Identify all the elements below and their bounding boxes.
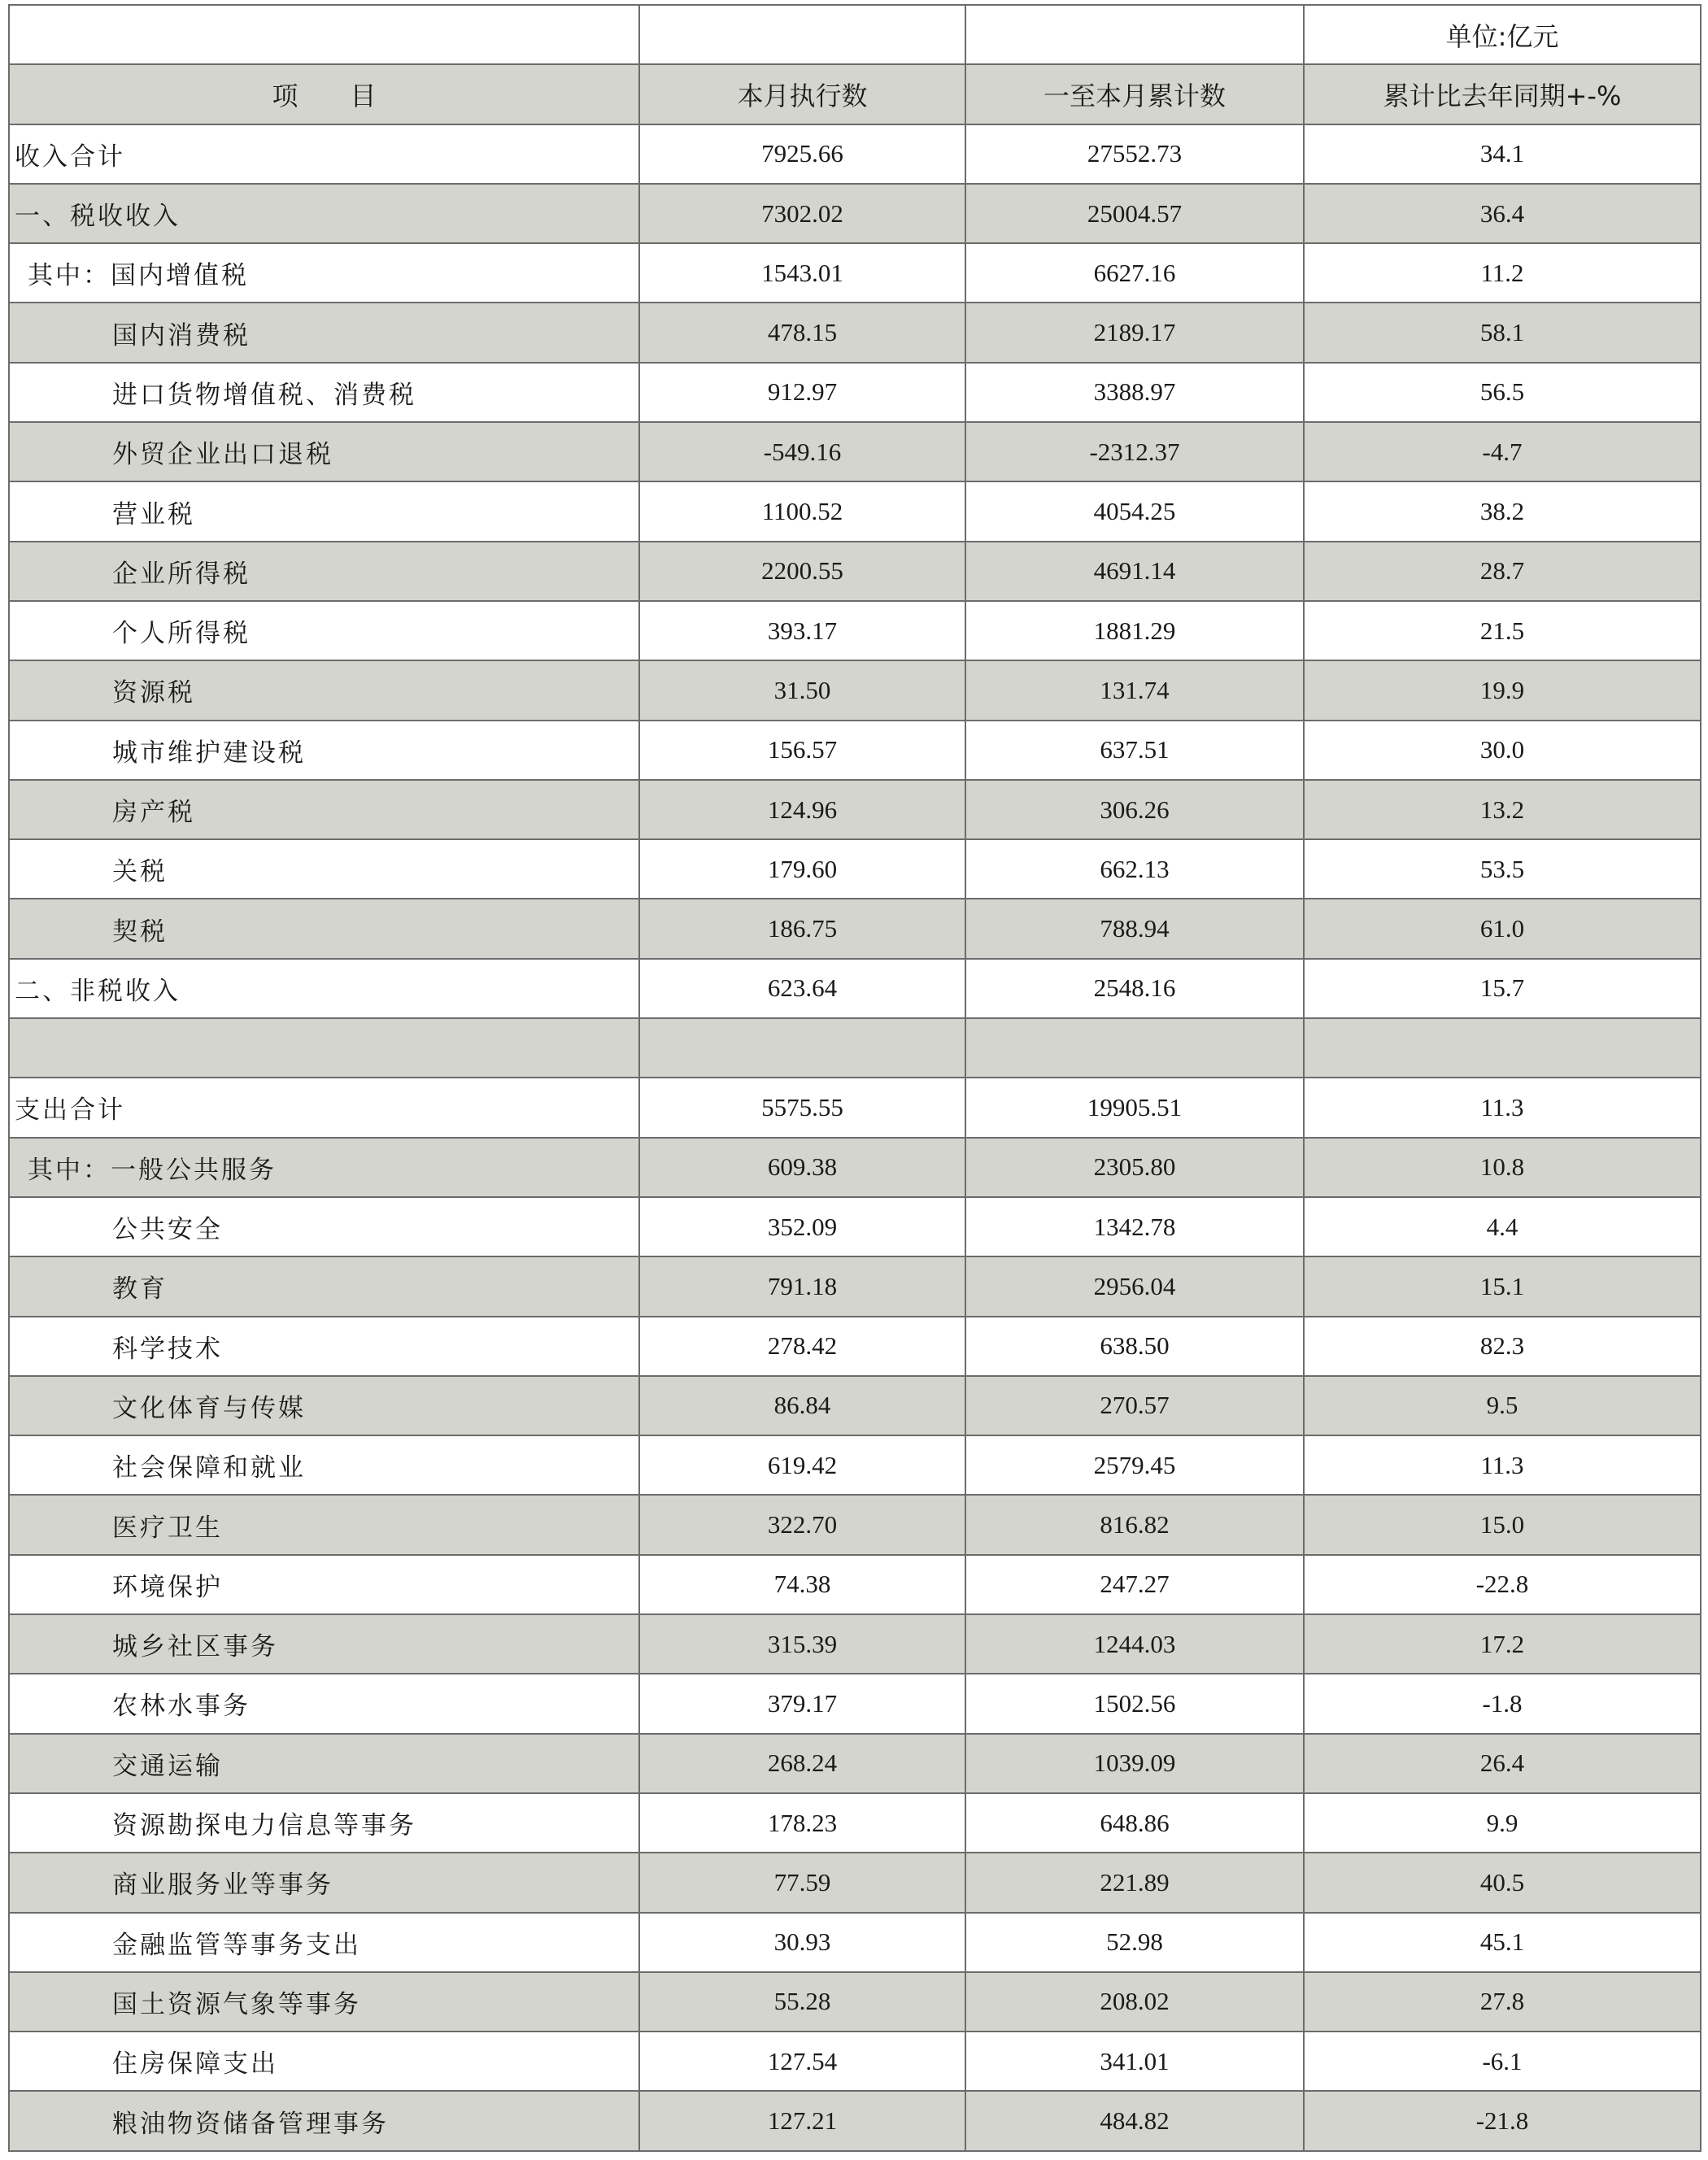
- row-yoy: 38.2: [1304, 481, 1701, 541]
- fiscal-table: [8, 4, 1701, 2152]
- row-label: 城乡社区事务: [9, 1614, 639, 1674]
- unit-label: 单位:亿元: [1304, 5, 1701, 64]
- row-cumulative: 208.02: [965, 1972, 1304, 2032]
- row-cumulative: 221.89: [965, 1853, 1304, 1912]
- row-monthly: 315.39: [639, 1614, 965, 1674]
- row-yoy: 36.4: [1304, 184, 1701, 243]
- row-yoy: 26.4: [1304, 1734, 1701, 1793]
- blank-cell: [9, 1018, 639, 1078]
- row-label: 粮油物资储备管理事务: [9, 2091, 639, 2150]
- row-cumulative: 788.94: [965, 899, 1304, 958]
- table-row: [9, 1674, 1701, 1733]
- row-cumulative: 1039.09: [965, 1734, 1304, 1793]
- row-cumulative: 25004.57: [965, 184, 1304, 243]
- row-monthly: 278.42: [639, 1317, 965, 1376]
- header-monthly: 本月执行数: [639, 64, 965, 124]
- row-yoy: 40.5: [1304, 1853, 1701, 1912]
- row-label: 企业所得税: [9, 542, 639, 601]
- row-cumulative: 1342.78: [965, 1197, 1304, 1256]
- row-yoy: 9.9: [1304, 1793, 1701, 1853]
- row-label: 医疗卫生: [9, 1495, 639, 1554]
- row-monthly: 623.64: [639, 959, 965, 1018]
- table-row: [9, 1614, 1701, 1674]
- table-row: [9, 1734, 1701, 1793]
- row-label: 进口货物增值税、消费税: [9, 363, 639, 422]
- row-monthly: 127.54: [639, 2032, 965, 2091]
- row-yoy: -6.1: [1304, 2032, 1701, 2091]
- row-yoy: 82.3: [1304, 1317, 1701, 1376]
- row-cumulative: 247.27: [965, 1555, 1304, 1614]
- row-yoy: 30.0: [1304, 721, 1701, 780]
- row-yoy: 19.9: [1304, 660, 1701, 720]
- row-yoy: 27.8: [1304, 1972, 1701, 2032]
- row-label: 营业税: [9, 481, 639, 541]
- row-label: 金融监管等事务支出: [9, 1913, 639, 1972]
- row-label: 外贸企业出口退税: [9, 422, 639, 481]
- row-label: 收入合计: [9, 124, 639, 184]
- table-row: [9, 1078, 1701, 1137]
- table-row: [9, 422, 1701, 481]
- blank-cell: [965, 1018, 1304, 1078]
- header-row: [9, 64, 1701, 124]
- row-yoy: 4.4: [1304, 1197, 1701, 1256]
- row-yoy: 11.3: [1304, 1078, 1701, 1137]
- row-monthly: 5575.55: [639, 1078, 965, 1137]
- table-row: [9, 1435, 1701, 1495]
- row-yoy: -22.8: [1304, 1555, 1701, 1614]
- row-monthly: 7925.66: [639, 124, 965, 184]
- table-row: [9, 899, 1701, 958]
- row-cumulative: -2312.37: [965, 422, 1304, 481]
- table-row: [9, 184, 1701, 243]
- header-cumulative: 一至本月累计数: [965, 64, 1304, 124]
- row-monthly: 7302.02: [639, 184, 965, 243]
- table-row: [9, 1913, 1701, 1972]
- table-row: [9, 363, 1701, 422]
- row-yoy: 11.3: [1304, 1435, 1701, 1495]
- row-monthly: -549.16: [639, 422, 965, 481]
- row-monthly: 124.96: [639, 780, 965, 839]
- row-cumulative: 638.50: [965, 1317, 1304, 1376]
- blank-cell: [965, 5, 1304, 64]
- row-label: 住房保障支出: [9, 2032, 639, 2091]
- row-monthly: 609.38: [639, 1138, 965, 1197]
- row-monthly: 912.97: [639, 363, 965, 422]
- row-monthly: 322.70: [639, 1495, 965, 1554]
- row-label: 社会保障和就业: [9, 1435, 639, 1495]
- table-row: [9, 1138, 1701, 1197]
- row-label: 农林水事务: [9, 1674, 639, 1733]
- row-yoy: 15.1: [1304, 1256, 1701, 1316]
- row-yoy: -1.8: [1304, 1674, 1701, 1733]
- row-label: 支出合计: [9, 1078, 639, 1137]
- table-row: [9, 959, 1701, 1018]
- row-yoy: 9.5: [1304, 1376, 1701, 1435]
- table-row: [9, 1197, 1701, 1256]
- row-cumulative: 2189.17: [965, 303, 1304, 362]
- row-monthly: 31.50: [639, 660, 965, 720]
- row-cumulative: 1881.29: [965, 601, 1304, 660]
- table-row: [9, 1376, 1701, 1435]
- blank-cell: [1304, 1018, 1701, 1078]
- header-item: 项 目: [9, 64, 639, 124]
- row-yoy: 17.2: [1304, 1614, 1701, 1674]
- row-label: 环境保护: [9, 1555, 639, 1614]
- row-yoy: 53.5: [1304, 839, 1701, 899]
- row-cumulative: 4054.25: [965, 481, 1304, 541]
- row-monthly: 74.38: [639, 1555, 965, 1614]
- row-monthly: 393.17: [639, 601, 965, 660]
- row-cumulative: 2305.80: [965, 1138, 1304, 1197]
- row-cumulative: 2548.16: [965, 959, 1304, 1018]
- table-row: [9, 1555, 1701, 1614]
- row-yoy: 11.2: [1304, 243, 1701, 303]
- blank-cell: [639, 1018, 965, 1078]
- row-monthly: 619.42: [639, 1435, 965, 1495]
- row-cumulative: 2956.04: [965, 1256, 1304, 1316]
- table-row: [9, 1256, 1701, 1316]
- row-monthly: 379.17: [639, 1674, 965, 1733]
- table-row: [9, 721, 1701, 780]
- table-row: [9, 1793, 1701, 1853]
- row-yoy: 15.0: [1304, 1495, 1701, 1554]
- unit-row: [9, 5, 1701, 64]
- row-yoy: 10.8: [1304, 1138, 1701, 1197]
- row-monthly: 478.15: [639, 303, 965, 362]
- blank-cell: [9, 5, 639, 64]
- row-monthly: 2200.55: [639, 542, 965, 601]
- row-monthly: 30.93: [639, 1913, 965, 1972]
- row-cumulative: 1244.03: [965, 1614, 1304, 1674]
- row-label: 房产税: [9, 780, 639, 839]
- row-cumulative: 4691.14: [965, 542, 1304, 601]
- row-cumulative: 637.51: [965, 721, 1304, 780]
- row-yoy: 21.5: [1304, 601, 1701, 660]
- row-monthly: 791.18: [639, 1256, 965, 1316]
- row-label: 一、税收收入: [9, 184, 639, 243]
- row-label: 个人所得税: [9, 601, 639, 660]
- table-row: [9, 1972, 1701, 2032]
- row-cumulative: 52.98: [965, 1913, 1304, 1972]
- row-monthly: 186.75: [639, 899, 965, 958]
- row-yoy: -21.8: [1304, 2091, 1701, 2150]
- table-row: [9, 660, 1701, 720]
- row-label: 二、非税收入: [9, 959, 639, 1018]
- row-label: 文化体育与传媒: [9, 1376, 639, 1435]
- row-label: 交通运输: [9, 1734, 639, 1793]
- table-row: [9, 124, 1701, 184]
- row-monthly: 86.84: [639, 1376, 965, 1435]
- row-monthly: 268.24: [639, 1734, 965, 1793]
- row-yoy: 61.0: [1304, 899, 1701, 958]
- table-row: [9, 2032, 1701, 2091]
- row-label: 其中：国内增值税: [9, 243, 639, 303]
- row-yoy: 45.1: [1304, 1913, 1701, 1972]
- row-cumulative: 270.57: [965, 1376, 1304, 1435]
- table-row: [9, 780, 1701, 839]
- row-cumulative: 3388.97: [965, 363, 1304, 422]
- blank-cell: [639, 5, 965, 64]
- row-yoy: 28.7: [1304, 542, 1701, 601]
- row-yoy: 56.5: [1304, 363, 1701, 422]
- row-label: 契税: [9, 899, 639, 958]
- header-yoy: 累计比去年同期+-%: [1304, 64, 1701, 124]
- row-monthly: 1543.01: [639, 243, 965, 303]
- row-label: 城市维护建设税: [9, 721, 639, 780]
- row-cumulative: 6627.16: [965, 243, 1304, 303]
- row-cumulative: 1502.56: [965, 1674, 1304, 1733]
- row-cumulative: 484.82: [965, 2091, 1304, 2150]
- table-row: [9, 243, 1701, 303]
- table-row: [9, 1317, 1701, 1376]
- row-yoy: 13.2: [1304, 780, 1701, 839]
- row-cumulative: 19905.51: [965, 1078, 1304, 1137]
- row-cumulative: 2579.45: [965, 1435, 1304, 1495]
- table-row: [9, 1495, 1701, 1554]
- table-row: [9, 1853, 1701, 1912]
- row-cumulative: 816.82: [965, 1495, 1304, 1554]
- row-monthly: 156.57: [639, 721, 965, 780]
- row-monthly: 127.21: [639, 2091, 965, 2150]
- row-label: 其中：一般公共服务: [9, 1138, 639, 1197]
- row-monthly: 179.60: [639, 839, 965, 899]
- row-cumulative: 27552.73: [965, 124, 1304, 184]
- row-label: 国内消费税: [9, 303, 639, 362]
- row-monthly: 178.23: [639, 1793, 965, 1853]
- table-row: [9, 542, 1701, 601]
- row-yoy: 15.7: [1304, 959, 1701, 1018]
- row-label: 国土资源气象等事务: [9, 1972, 639, 2032]
- row-label: 公共安全: [9, 1197, 639, 1256]
- row-monthly: 77.59: [639, 1853, 965, 1912]
- table-row: [9, 303, 1701, 362]
- row-cumulative: 648.86: [965, 1793, 1304, 1853]
- row-label: 教育: [9, 1256, 639, 1316]
- row-monthly: 55.28: [639, 1972, 965, 2032]
- row-monthly: 1100.52: [639, 481, 965, 541]
- row-yoy: -4.7: [1304, 422, 1701, 481]
- row-label: 资源勘探电力信息等事务: [9, 1793, 639, 1853]
- row-cumulative: 131.74: [965, 660, 1304, 720]
- table-row: [9, 2091, 1701, 2150]
- row-cumulative: 306.26: [965, 780, 1304, 839]
- row-monthly: 352.09: [639, 1197, 965, 1256]
- row-yoy: 34.1: [1304, 124, 1701, 184]
- row-label: 关税: [9, 839, 639, 899]
- table-row: [9, 481, 1701, 541]
- table-row: [9, 601, 1701, 660]
- row-yoy: 58.1: [1304, 303, 1701, 362]
- row-label: 科学技术: [9, 1317, 639, 1376]
- table-row: [9, 839, 1701, 899]
- row-label: 资源税: [9, 660, 639, 720]
- row-label: 商业服务业等事务: [9, 1853, 639, 1912]
- spacer-row: [9, 1018, 1701, 1078]
- row-cumulative: 662.13: [965, 839, 1304, 899]
- row-cumulative: 341.01: [965, 2032, 1304, 2091]
